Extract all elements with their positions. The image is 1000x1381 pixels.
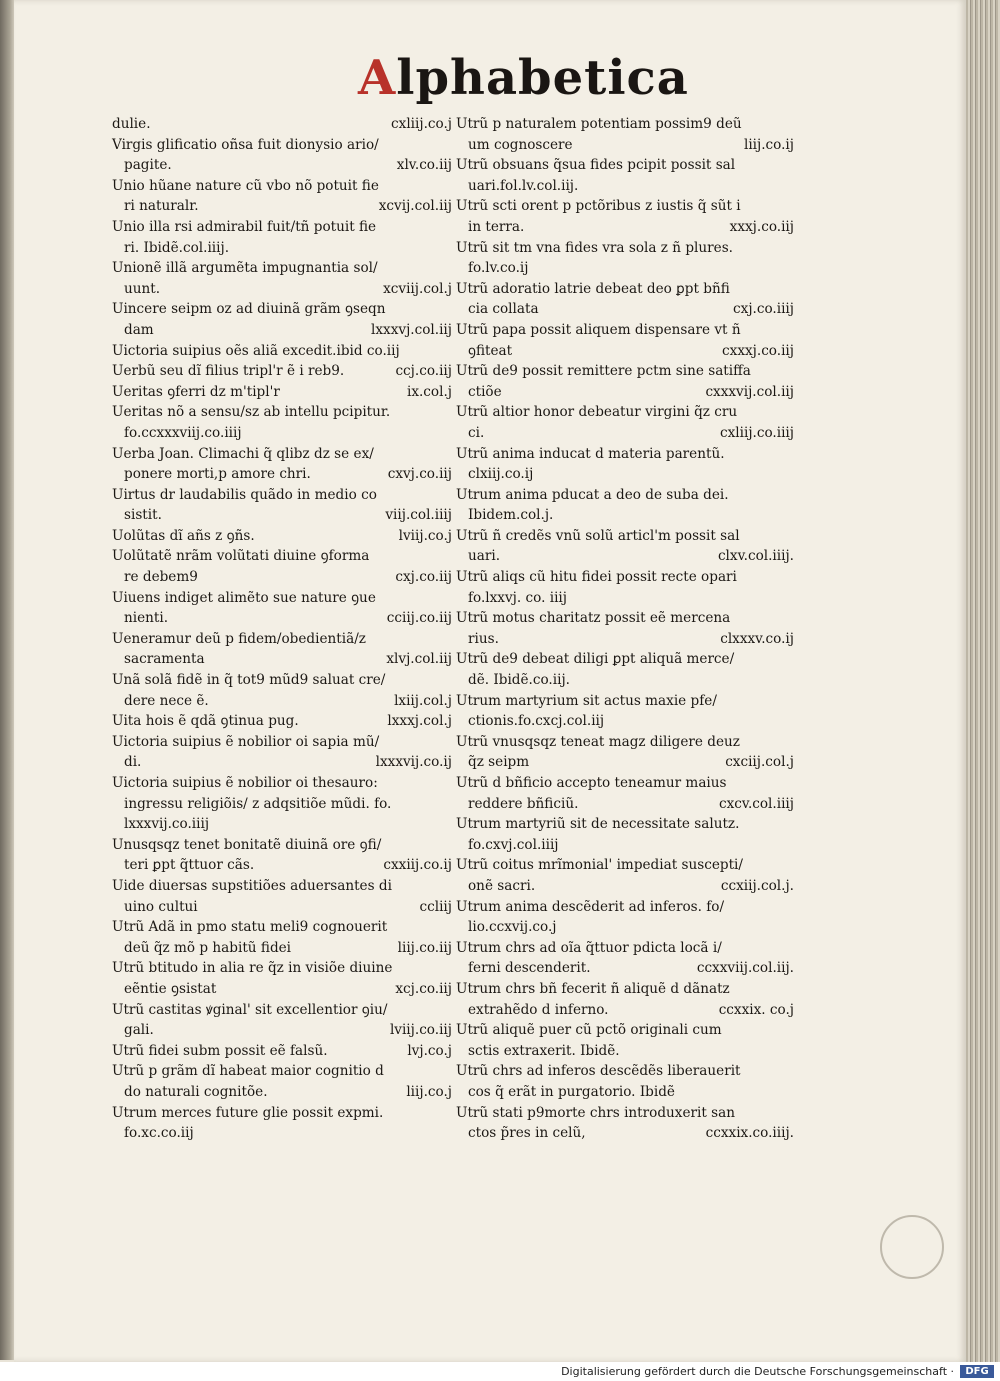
entry-text: Uirtus dr laudabilis quãdo in medio co bbox=[112, 486, 377, 503]
entry-continuation: dere nece ẽ. bbox=[124, 692, 209, 709]
page-title bbox=[358, 50, 689, 110]
index-entry bbox=[456, 773, 794, 814]
index-entry bbox=[456, 361, 794, 402]
entry-continuation: eẽntie ꝯsistat bbox=[124, 980, 217, 997]
entry-text: Utrũ de9 debeat diligi ꝑpt aliquã merce/ bbox=[456, 651, 735, 668]
index-entry bbox=[456, 320, 794, 361]
entry-text: dulie. bbox=[112, 116, 151, 132]
entry-text: Utrũ vnusqsqz teneat magz diligere deuz bbox=[456, 733, 740, 750]
entry-text: Uita hois ẽ qdã ꝯtinua pug. bbox=[112, 713, 299, 730]
entry-continuation: Ibidem.col.j. bbox=[468, 507, 554, 524]
index-entry bbox=[456, 897, 794, 938]
entry-continuation: uunt. bbox=[124, 280, 161, 297]
entry-continuation: extrahẽdo d inferno. bbox=[468, 1001, 609, 1018]
entry-folio-ref: xlvj.col.iij bbox=[386, 651, 452, 668]
entry-text: Utrũ castitas ꝟginal' sit excellentior ꝯiu/ bbox=[112, 1001, 388, 1018]
entry-continuation: nienti. bbox=[124, 610, 169, 627]
entry-continuation: uari. bbox=[468, 548, 501, 565]
entry-folio-ref: xcvij.col.iij bbox=[378, 198, 452, 215]
entry-text: Virgis glificatio oñsa fuit dionysio ario/ bbox=[112, 136, 379, 153]
entry-continuation: ꝯfiteat bbox=[468, 342, 513, 359]
entry-folio-ref: liij.co.iij bbox=[397, 939, 452, 956]
index-entry bbox=[112, 588, 452, 629]
entry-text: Ueritas nõ a sensu/sz ab intellu pcipitur. bbox=[112, 404, 391, 421]
footer-bar bbox=[0, 1362, 1000, 1381]
entry-folio-ref: xxxj.co.iij bbox=[729, 218, 794, 235]
entry-folio-ref: clxv.col.iiij. bbox=[717, 548, 794, 565]
entry-folio-ref: cxj.co.iiij bbox=[733, 301, 794, 318]
index-entry bbox=[112, 258, 452, 299]
entry-continuation: ri. Ibidẽ.col.iiij. bbox=[124, 239, 230, 256]
entry-continuation: ctiõe bbox=[468, 383, 502, 400]
index-entry bbox=[112, 958, 452, 999]
entry-text: Utrũ ñ credẽs vnũ solũ articl'm possit sal bbox=[456, 527, 740, 544]
page-edges bbox=[966, 0, 1000, 1362]
entry-continuation: ctos p̃res in celũ, bbox=[468, 1125, 586, 1142]
entry-folio-ref: liij.co.j bbox=[406, 1083, 452, 1100]
title-rest: lphabetica bbox=[396, 50, 689, 106]
entry-folio-ref: xcviij.col.j bbox=[383, 280, 452, 297]
index-entry bbox=[112, 1103, 452, 1144]
entry-continuation: reddere bñficiũ. bbox=[468, 795, 579, 812]
index-entry bbox=[112, 1041, 452, 1062]
entry-continuation: fo.cxvj.col.iiij bbox=[468, 836, 559, 853]
entry-continuation: pagite. bbox=[124, 157, 172, 174]
entry-text: Uerbũ seu dĩ filius tripl'r ẽ i reb9. bbox=[112, 363, 345, 380]
entry-text: Uictoria suipius ẽ nobilior oi thesauro: bbox=[112, 775, 378, 791]
index-entry bbox=[112, 773, 452, 835]
index-entry bbox=[112, 444, 452, 485]
index-entry bbox=[456, 279, 794, 320]
entry-continuation: fo.lxxvj. co. iiij bbox=[468, 589, 567, 606]
index-entry bbox=[112, 732, 452, 773]
entry-folio-ref: cciij.co.iij bbox=[386, 610, 452, 627]
entry-folio-ref: cxxxvij.col.iij bbox=[705, 383, 794, 400]
footer-credit: Digitalisierung gefördert durch die Deutsche Forschungsgemeinschaft · bbox=[561, 1365, 954, 1378]
entry-continuation: deũ q̃z mõ p habitũ fidei bbox=[124, 939, 292, 956]
entry-continuation: uino cultui bbox=[124, 898, 198, 915]
index-entry bbox=[456, 196, 794, 237]
entry-text: Utrũ altior honor debeatur virgini q̃z cru bbox=[456, 404, 738, 421]
entry-text: Utrum martyrium sit actus maxie pfe/ bbox=[456, 692, 717, 709]
entry-folio-ref: ccxxviij.col.iij. bbox=[696, 960, 794, 977]
index-entry bbox=[456, 649, 794, 690]
entry-text: Utrũ anima inducat d materia parentũ. bbox=[456, 445, 725, 462]
entry-continuation: dam bbox=[124, 321, 154, 338]
index-entry bbox=[112, 629, 452, 670]
entry-continuation: fo.xc.co.iij bbox=[124, 1125, 194, 1142]
entry-continuation: lio.ccxvij.co.j bbox=[468, 919, 557, 936]
entry-continuation: fo.lv.co.ij bbox=[468, 260, 529, 277]
entry-text: Uictoria suipius oẽs aliã excedit.ibid co.iij bbox=[112, 342, 400, 359]
entry-folio-ref: liij.co.ij bbox=[743, 136, 794, 153]
entry-text: Uolũtatẽ nrãm volũtati diuine ꝯforma bbox=[112, 548, 370, 565]
entry-continuation: clxiij.co.ij bbox=[468, 466, 534, 483]
entry-text: Utrum chrs bñ fecerit ñ aliquẽ d dãnatz bbox=[456, 980, 730, 997]
index-entry bbox=[112, 917, 452, 958]
entry-text: Uincere seipm oz ad diuinã grãm ꝯseqn bbox=[112, 301, 386, 318]
entry-continuation: teri ꝑpt q̃ttuor cãs. bbox=[124, 857, 255, 874]
entry-continuation: di. bbox=[124, 754, 142, 771]
index-entry bbox=[456, 855, 794, 896]
entry-folio-ref: viij.col.iiij bbox=[385, 507, 452, 524]
entry-continuation: rius. bbox=[468, 630, 499, 647]
entry-continuation: ctionis.fo.cxcj.col.iij bbox=[468, 713, 605, 730]
entry-continuation: do naturali cognitõe. bbox=[124, 1083, 268, 1100]
entry-text: Utrum anima pducat a deo de suba dei. bbox=[456, 486, 729, 503]
entry-continuation: gali. bbox=[124, 1022, 154, 1039]
entry-continuation: q̃z seipm bbox=[468, 754, 530, 771]
index-entry bbox=[112, 361, 452, 382]
entry-text: Utrũ obsuans q̃sua fides pcipit possit sal bbox=[456, 157, 736, 174]
entry-continuation: ferni descenderit. bbox=[468, 960, 591, 977]
entry-text: Utrum merces future glie possit expmi. bbox=[112, 1104, 384, 1121]
index-entry bbox=[112, 341, 452, 362]
entry-folio-ref: lviij.co.j bbox=[398, 527, 452, 544]
index-entry bbox=[456, 402, 794, 443]
entry-continuation: lxxxvij.co.iiij bbox=[124, 816, 210, 833]
entry-continuation: dẽ. Ibidẽ.co.iij. bbox=[468, 672, 570, 689]
entry-text: Utrum martyriũ sit de necessitate salutz. bbox=[456, 816, 740, 833]
entry-text: Uolũtas dĩ añs z ꝯñs. bbox=[112, 527, 255, 544]
entry-text: Uiuens indiget alimẽto sue nature ꝯue bbox=[112, 589, 376, 606]
entry-folio-ref: cxciij.col.j bbox=[725, 754, 794, 771]
entry-text: Utrũ fidei subm possit eẽ falsũ. bbox=[112, 1042, 328, 1059]
entry-folio-ref: xcj.co.iij bbox=[395, 980, 452, 997]
index-entry bbox=[456, 1020, 794, 1061]
index-entry bbox=[456, 526, 794, 567]
entry-folio-ref: ccxiij.col.j. bbox=[720, 877, 794, 894]
entry-folio-ref: ccxxix.co.iiij. bbox=[705, 1125, 794, 1142]
entry-continuation: sctis extraxerit. Ibidẽ. bbox=[468, 1042, 620, 1059]
entry-continuation: ingressu religiõis/ z adqsitiõe mũdi. fo. bbox=[124, 795, 392, 812]
index-entry bbox=[456, 238, 794, 279]
entry-text: Utrũ p naturalem potentiam possim9 deũ bbox=[456, 116, 742, 132]
left-column bbox=[112, 114, 452, 1144]
index-entry bbox=[456, 567, 794, 608]
index-entry bbox=[112, 135, 452, 176]
entry-continuation: re debem9 bbox=[124, 569, 198, 586]
entry-continuation: onẽ sacri. bbox=[468, 877, 536, 894]
index-entry bbox=[112, 546, 452, 587]
index-entry bbox=[456, 979, 794, 1020]
entry-continuation: sistit. bbox=[124, 507, 162, 524]
entry-text: Uerba Joan. Climachi q̃ qlibz dz se ex/ bbox=[112, 445, 374, 462]
entry-text: Utrũ Adã in pmo statu meli9 cognouerit bbox=[112, 919, 388, 936]
entry-continuation: cia collata bbox=[468, 301, 539, 318]
index-entry bbox=[456, 1103, 794, 1144]
entry-folio-ref: cxvj.co.iij bbox=[387, 466, 452, 483]
index-entry bbox=[456, 732, 794, 773]
index-entry bbox=[112, 835, 452, 876]
entry-continuation: cos q̃ erãt in purgatorio. Ibidẽ bbox=[468, 1083, 675, 1100]
entry-continuation: um cognoscere bbox=[468, 136, 573, 153]
index-entry bbox=[456, 114, 794, 155]
entry-text: Utrum chrs ad oĩa q̃ttuor pdicta locã i/ bbox=[456, 939, 722, 956]
entry-folio-ref: xlv.co.iij bbox=[396, 157, 452, 174]
index-entry bbox=[112, 382, 452, 403]
dfg-logo: DFG bbox=[960, 1365, 994, 1378]
entry-text: Utrũ scti orent p pctõribus z iustis q̃ sũt i bbox=[456, 198, 741, 215]
entry-text: Unio hũane nature cũ vbo nõ potuit fie bbox=[112, 177, 379, 194]
entry-folio-ref: cxcv.col.iiij bbox=[718, 795, 794, 812]
entry-text: Uide diuersas supstitiões aduersantes di bbox=[112, 877, 392, 894]
entry-folio-ref: lxiij.col.j bbox=[394, 692, 452, 709]
entry-text: Ueritas ꝯferri dz m'tipl'r bbox=[112, 383, 280, 400]
index-entry bbox=[456, 608, 794, 649]
entry-folio-ref: lxxxj.col.j bbox=[387, 713, 452, 730]
index-entry bbox=[112, 176, 452, 217]
entry-text: Utrum anima descẽderit ad inferos. fo/ bbox=[456, 898, 725, 915]
index-entry bbox=[112, 1061, 452, 1102]
index-entry bbox=[456, 938, 794, 979]
entry-continuation: ri naturalr. bbox=[124, 198, 199, 215]
entry-text: Utrũ de9 possit remittere pctm sine satiffa bbox=[456, 363, 751, 380]
entry-text: Utrũ adoratio latrie debeat deo ꝑpt bñfi bbox=[456, 280, 730, 297]
title-initial: A bbox=[358, 50, 397, 106]
entry-text: Unionẽ illã argumẽta impugnantia sol/ bbox=[112, 260, 378, 277]
entry-continuation: sacramenta bbox=[124, 651, 205, 668]
index-entry bbox=[112, 876, 452, 917]
entry-text: Ueneramur deũ p fidem/obedientiã/z bbox=[112, 630, 366, 647]
index-entry bbox=[112, 1000, 452, 1041]
index-entry bbox=[112, 114, 452, 135]
index-entry bbox=[112, 670, 452, 711]
entry-text: Utrũ chrs ad inferos descẽdẽs liberauerit bbox=[456, 1063, 741, 1080]
entry-folio-ref: ccliij bbox=[419, 898, 452, 915]
entry-text: Utrũ d bñficio accepto teneamur maius bbox=[456, 775, 727, 791]
entry-folio-ref: ccxxix. co.j bbox=[718, 1001, 794, 1018]
entry-text: Utrũ sit tm vna fides vra sola z ñ plures. bbox=[456, 239, 733, 256]
entry-folio-ref: lviij.co.iij bbox=[389, 1022, 452, 1039]
entry-text: Utrũ motus charitatz possit eẽ mercena bbox=[456, 610, 731, 627]
entry-continuation: ci. bbox=[468, 424, 485, 441]
entry-folio-ref: ix.col.j bbox=[406, 383, 452, 400]
entry-folio-ref: cxliij.co.j bbox=[391, 116, 452, 132]
entry-folio-ref: ccj.co.iij bbox=[395, 363, 452, 380]
index-entry bbox=[112, 485, 452, 526]
entry-folio-ref: lvj.co.j bbox=[407, 1042, 452, 1059]
entry-folio-ref: clxxxv.co.ij bbox=[720, 630, 794, 647]
entry-folio-ref: cxj.co.iij bbox=[395, 569, 452, 586]
entry-text: Unusqsqz tenet bonitatẽ diuinã ore ꝯfi/ bbox=[112, 836, 382, 853]
index-entry bbox=[456, 1061, 794, 1102]
index-entry bbox=[456, 155, 794, 196]
right-column bbox=[456, 114, 794, 1144]
entry-continuation: in terra. bbox=[468, 218, 525, 235]
entry-continuation: ponere morti,p amore chri. bbox=[124, 466, 311, 483]
entry-folio-ref: cxliij.co.iiij bbox=[720, 424, 794, 441]
index-entry bbox=[112, 711, 452, 732]
index-entry bbox=[456, 814, 794, 855]
entry-text: Utrũ stati p9morte chrs introduxerit san bbox=[456, 1104, 735, 1121]
entry-text: Utrũ p grãm dĩ habeat maior cognitio d bbox=[112, 1063, 384, 1080]
entry-text: Unã solã fidẽ in q̃ tot9 mũd9 saluat cre/ bbox=[112, 672, 386, 689]
paper-stain bbox=[880, 1215, 944, 1279]
entry-continuation: fo.ccxxxviij.co.iiij bbox=[124, 424, 242, 441]
index-entry bbox=[112, 402, 452, 443]
index-entry bbox=[112, 299, 452, 340]
entry-text: Uictoria suipius ẽ nobilior oi sapia mũ/ bbox=[112, 733, 380, 750]
index-entry bbox=[456, 691, 794, 732]
entry-text: Utrũ coitus mrĩmonial' impediat suscepti/ bbox=[456, 857, 743, 874]
entry-text: Utrũ btitudo in alia re q̃z in visiõe diuine bbox=[112, 960, 393, 977]
entry-continuation: uari.fol.lv.col.iij. bbox=[468, 177, 579, 194]
entry-text: Utrũ papa possit aliquem dispensare vt ñ bbox=[456, 321, 741, 338]
index-entry bbox=[456, 444, 794, 485]
index-entry bbox=[112, 526, 452, 547]
entry-folio-ref: cxxxj.co.iij bbox=[722, 342, 794, 359]
index-entry bbox=[112, 217, 452, 258]
entry-folio-ref: lxxxvj.col.iij bbox=[371, 321, 452, 338]
entry-folio-ref: lxxxvij.co.ij bbox=[375, 754, 452, 771]
entry-text: Unio illa rsi admirabil fuit/tñ potuit fie bbox=[112, 218, 377, 235]
entry-text: Utrũ aliqs cũ hitu fidei possit recte opari bbox=[456, 569, 737, 586]
entry-folio-ref: cxxiij.co.ij bbox=[383, 857, 452, 874]
book-binding bbox=[0, 0, 14, 1360]
index-entry bbox=[456, 485, 794, 526]
entry-text: Utrũ aliquẽ puer cũ pctõ originali cum bbox=[456, 1022, 722, 1039]
